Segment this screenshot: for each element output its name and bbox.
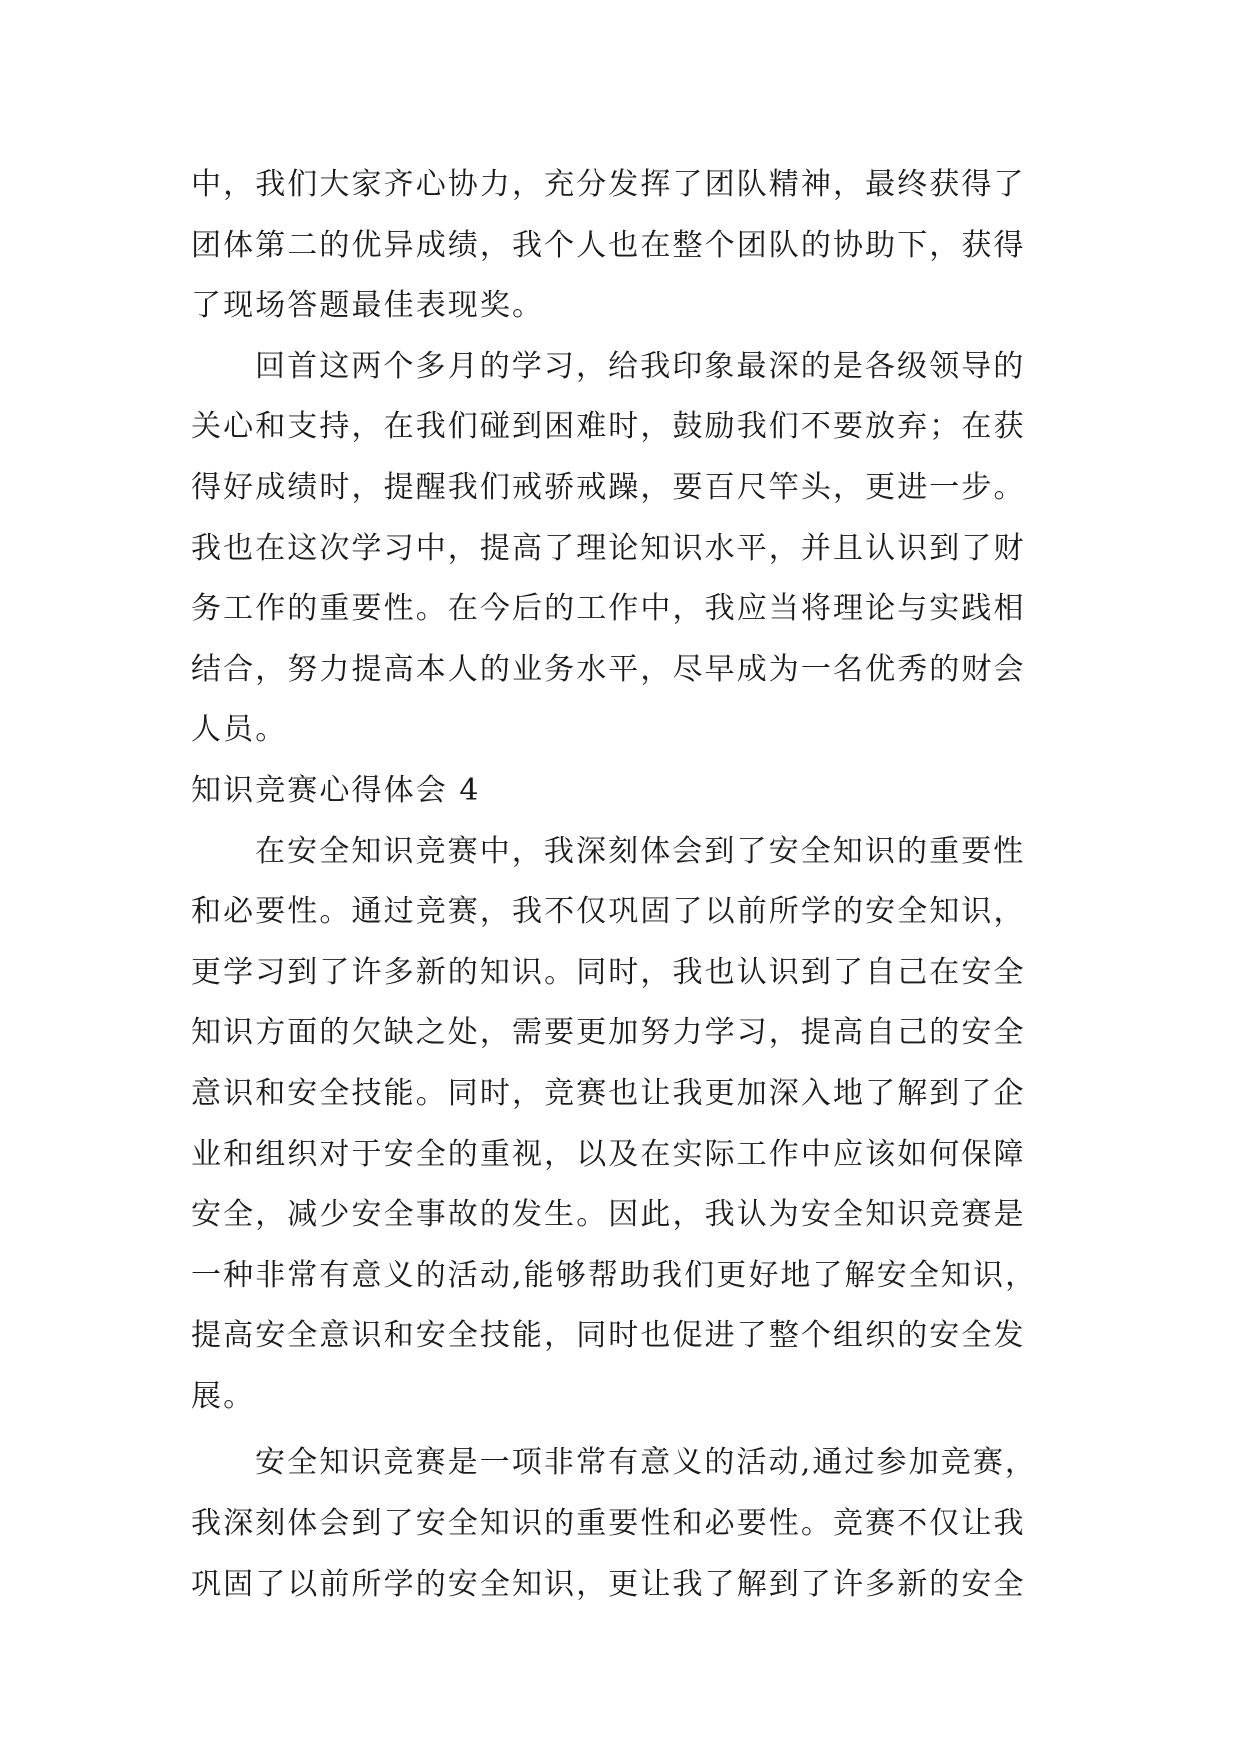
text-line: 提高安全意识和安全技能，同时也促进了整个组织的安全发 — [191, 1318, 1026, 1354]
paragraph-1 — [191, 155, 1051, 337]
text-line: 安全，减少安全事故的发生。因此，我认为安全知识竞赛是 — [191, 1197, 1026, 1233]
text-line: 我也在这次学习中，提高了理论知识水平，并且认识到了财 — [191, 530, 1026, 566]
text-line: 更学习到了许多新的知识。同时，我也认识到了自己在安全 — [191, 954, 1026, 990]
text-line: 一种非常有意义的活动,能够帮助我们更好地了解安全知识， — [191, 1257, 1038, 1293]
paragraph-3 — [191, 822, 1051, 1428]
text-line: 知识方面的欠缺之处，需要更加努力学习，提高自己的安全 — [191, 1015, 1026, 1051]
text-line: 我深刻体会到了安全知识的重要性和必要性。竞赛不仅让我 — [191, 1506, 1026, 1542]
text-line: 结合，努力提高本人的业务水平，尽早成为一名优秀的财会 — [191, 651, 1026, 687]
text-line: 团体第二的优异成绩，我个人也在整个团队的协助下，获得 — [191, 227, 1026, 263]
text-line: 得好成绩时，提醒我们戒骄戒躁，要百尺竿头，更进一步。 — [191, 469, 1026, 505]
text-line: 务工作的重要性。在今后的工作中，我应当将理论与实践相 — [191, 591, 1026, 627]
text-line: 在安全知识竞赛中，我深刻体会到了安全知识的重要性 — [255, 833, 1026, 869]
text-line: 回首这两个多月的学习，给我印象最深的是各级领导的 — [255, 348, 1026, 384]
section-heading: 知识竞赛心得体会 4 — [191, 772, 481, 808]
text-line: 意识和安全技能。同时，竞赛也让我更加深入地了解到了企 — [191, 1075, 1026, 1111]
text-line: 关心和支持，在我们碰到困难时，鼓励我们不要放弃；在获 — [191, 409, 1026, 445]
text-line: 业和组织对于安全的重视，以及在实际工作中应该如何保障 — [191, 1136, 1026, 1172]
text-line: 和必要性。通过竞赛，我不仅巩固了以前所学的安全知识， — [191, 894, 1026, 930]
text-line: 中，我们大家齐心协力，充分发挥了团队精神，最终获得了 — [191, 167, 1026, 202]
text-line: 安全知识竞赛是一项非常有意义的活动,通过参加竞赛， — [255, 1445, 1038, 1481]
paragraph-2 — [191, 337, 1051, 761]
paragraph-4 — [191, 1433, 1051, 1615]
text-line: 展。 — [191, 1378, 256, 1414]
text-line: 巩固了以前所学的安全知识，更让我了解到了许多新的安全 — [191, 1566, 1026, 1602]
text-line: 了现场答题最佳表现奖。 — [191, 288, 545, 324]
text-line: 人员。 — [191, 712, 288, 748]
document-body — [191, 155, 1051, 1615]
